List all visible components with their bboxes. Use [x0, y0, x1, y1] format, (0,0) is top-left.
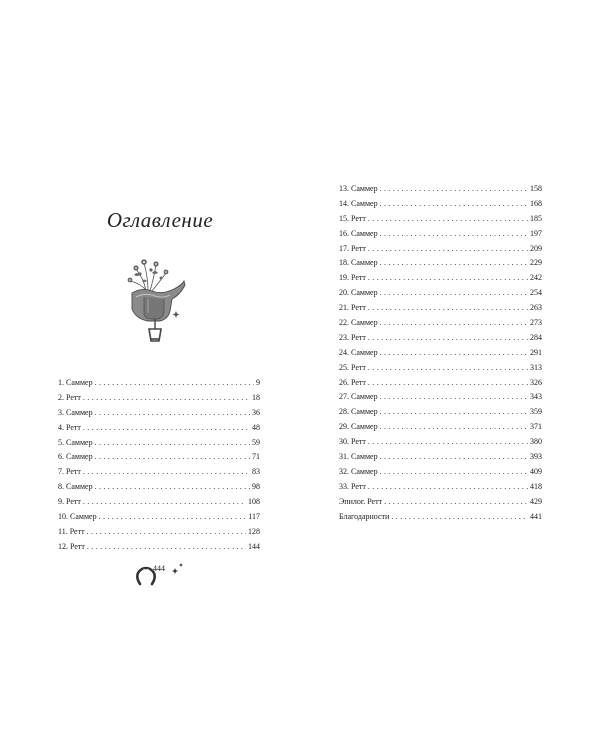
toc-entry[interactable] [58, 436, 260, 451]
toc-dot-leader [95, 406, 250, 421]
toc-dot-leader [380, 256, 528, 271]
toc-dot-leader [380, 450, 528, 465]
toc-entry-page: 209 [530, 243, 542, 253]
toc-entry-title: 12. Ретт [58, 541, 85, 551]
toc-entry-page: 117 [248, 512, 260, 522]
toc-entry-page: 343 [530, 392, 542, 402]
toc-dot-leader [384, 495, 528, 510]
toc-dot-leader [95, 450, 250, 465]
toc-entry-page: 229 [530, 258, 542, 268]
toc-entry[interactable] [339, 376, 542, 391]
toc-entry-page: 371 [530, 422, 542, 432]
toc-entry-title: 8. Саммер [58, 482, 93, 492]
toc-dot-leader [83, 421, 250, 436]
toc-entry-title: 3. Саммер [58, 407, 93, 417]
toc-dot-leader [83, 495, 246, 510]
toc-entry-page: 168 [530, 198, 542, 208]
toc-entry-page: 108 [248, 497, 260, 507]
toc-entry-page: 158 [530, 184, 542, 193]
toc-entry-title: 2. Ретт [58, 392, 81, 402]
toc-entry-page: 429 [530, 496, 542, 506]
toc-entry[interactable] [339, 405, 542, 420]
toc-dot-leader [380, 420, 528, 435]
toc-entry[interactable] [339, 361, 542, 376]
toc-entry-page: 441 [530, 511, 542, 521]
toc-dot-leader [380, 405, 528, 420]
toc-dot-leader [380, 390, 528, 405]
toc-entry[interactable] [58, 391, 260, 406]
toc-entry-page: 197 [530, 228, 542, 238]
toc-entry-title: 28. Саммер [339, 407, 378, 417]
toc-entry[interactable] [339, 316, 542, 331]
toc-entry[interactable] [339, 331, 542, 346]
sparkle-icon [171, 562, 185, 576]
toc-dot-leader [368, 480, 528, 495]
toc-entry-title: 1. Саммер [58, 378, 93, 387]
toc-entry-title: 7. Ретт [58, 467, 81, 477]
saddle-with-flowers-icon [122, 253, 188, 343]
toc-entry-title: 24. Саммер [339, 347, 378, 357]
toc-entry-title: 14. Саммер [339, 198, 378, 208]
toc-entry-page: 48 [252, 422, 260, 432]
toc-entry-title: 16. Саммер [339, 228, 378, 238]
toc-entry-page: 36 [252, 407, 260, 417]
toc-entry-page: 71 [252, 452, 260, 462]
toc-list-left [58, 376, 260, 555]
toc-entry[interactable] [339, 286, 542, 301]
toc-dot-leader [99, 510, 247, 525]
toc-dot-leader [95, 376, 254, 391]
toc-dot-leader [380, 346, 528, 361]
toc-dot-leader [95, 436, 250, 451]
toc-entry[interactable] [339, 420, 542, 435]
toc-entry-page: 359 [530, 407, 542, 417]
toc-list-right [339, 182, 542, 524]
toc-dot-leader [368, 376, 528, 391]
toc-dot-leader [368, 301, 528, 316]
toc-entry[interactable] [58, 465, 260, 480]
toc-entry[interactable] [58, 450, 260, 465]
toc-entry-title: 17. Ретт [339, 243, 366, 253]
toc-dot-leader [87, 525, 246, 540]
toc-entry-page: 313 [530, 362, 542, 372]
toc-dot-leader [391, 510, 528, 525]
toc-entry[interactable] [339, 465, 542, 480]
toc-entry-page: 291 [530, 347, 542, 357]
toc-entry[interactable] [339, 182, 542, 197]
page-number [135, 564, 185, 586]
toc-entry-title: 11. Ретт [58, 526, 85, 536]
toc-entry[interactable] [339, 271, 542, 286]
toc-entry[interactable] [339, 450, 542, 465]
toc-entry-title: 6. Саммер [58, 452, 93, 462]
toc-entry-page: 128 [248, 526, 260, 536]
toc-entry-page: 284 [530, 332, 542, 342]
toc-entry-title: 5. Саммер [58, 437, 93, 447]
toc-entry[interactable] [339, 227, 542, 242]
toc-entry[interactable] [58, 540, 260, 555]
toc-entry[interactable] [339, 435, 542, 450]
toc-entry[interactable] [58, 376, 260, 391]
toc-entry-title: 10. Саммер [58, 512, 97, 522]
toc-dot-leader [95, 480, 250, 495]
toc-entry-title: 27. Саммер [339, 392, 378, 402]
toc-entry[interactable] [339, 346, 542, 361]
toc-entry-title: 26. Ретт [339, 377, 366, 387]
toc-entry-title: 18. Саммер [339, 258, 378, 268]
toc-entry[interactable] [58, 406, 260, 421]
toc-entry[interactable] [339, 301, 542, 316]
toc-entry[interactable] [339, 495, 542, 510]
toc-dot-leader [87, 540, 246, 555]
toc-entry[interactable] [339, 197, 542, 212]
page-title: Оглавление [106, 208, 214, 232]
toc-entry-title: 15. Ретт [339, 213, 366, 223]
toc-entry-title: 30. Ретт [339, 437, 366, 447]
toc-entry-title: 13. Саммер [339, 184, 378, 193]
toc-entry[interactable] [58, 480, 260, 495]
right-page [300, 0, 600, 750]
toc-entry-title: 9. Ретт [58, 497, 81, 507]
toc-dot-leader [380, 227, 528, 242]
toc-entry-page: 393 [530, 452, 542, 462]
toc-entry[interactable] [339, 510, 542, 525]
toc-entry-title: 31. Саммер [339, 452, 378, 462]
toc-entry[interactable] [58, 525, 260, 540]
toc-dot-leader [380, 286, 528, 301]
toc-dot-leader [368, 331, 528, 346]
page-number-text: 444 [153, 564, 165, 573]
toc-entry[interactable] [58, 421, 260, 436]
toc-entry-page: 273 [530, 318, 542, 328]
toc-entry-page: 418 [530, 481, 542, 491]
toc-entry-page: 242 [530, 273, 542, 283]
toc-entry-title: 21. Ретт [339, 303, 366, 313]
toc-entry-page: 263 [530, 303, 542, 313]
toc-entry-title: 29. Саммер [339, 422, 378, 432]
toc-entry-title: 32. Саммер [339, 466, 378, 476]
toc-entry-page: 380 [530, 437, 542, 447]
toc-dot-leader [380, 182, 528, 197]
toc-dot-leader [368, 212, 528, 227]
toc-dot-leader [368, 242, 528, 257]
toc-entry-title: 4. Ретт [58, 422, 81, 432]
toc-entry-title: Благодарности [339, 511, 390, 521]
toc-entry-title: 22. Саммер [339, 318, 378, 328]
toc-entry[interactable] [339, 212, 542, 227]
toc-entry[interactable] [58, 495, 260, 510]
toc-dot-leader [368, 435, 528, 450]
toc-entry[interactable] [339, 390, 542, 405]
toc-entry-title: 19. Ретт [339, 273, 366, 283]
toc-entry[interactable] [339, 242, 542, 257]
toc-entry[interactable] [339, 256, 542, 271]
toc-entry-page: 185 [530, 213, 542, 223]
toc-entry-title: 25. Ретт [339, 362, 366, 372]
toc-dot-leader [380, 197, 528, 212]
toc-entry-title: 23. Ретт [339, 332, 366, 342]
toc-entry-title: 33. Ретт [339, 481, 366, 491]
toc-dot-leader [83, 391, 250, 406]
toc-entry-page: 98 [252, 482, 260, 492]
toc-entry-page: 326 [530, 377, 542, 387]
toc-entry-page: 18 [252, 392, 260, 402]
toc-entry-page: 59 [252, 437, 260, 447]
toc-entry-title: Эпилог. Ретт [339, 496, 383, 506]
toc-dot-leader [368, 271, 528, 286]
toc-entry[interactable] [339, 480, 542, 495]
toc-entry-page: 9 [256, 378, 260, 387]
toc-entry-page: 83 [252, 467, 260, 477]
toc-dot-leader [83, 465, 250, 480]
toc-dot-leader [380, 316, 528, 331]
toc-entry[interactable] [58, 510, 260, 525]
toc-entry-page: 254 [530, 288, 542, 298]
toc-entry-page: 144 [248, 541, 260, 551]
toc-dot-leader [368, 361, 528, 376]
toc-dot-leader [380, 465, 528, 480]
toc-entry-page: 409 [530, 466, 542, 476]
toc-entry-title: 20. Саммер [339, 288, 378, 298]
